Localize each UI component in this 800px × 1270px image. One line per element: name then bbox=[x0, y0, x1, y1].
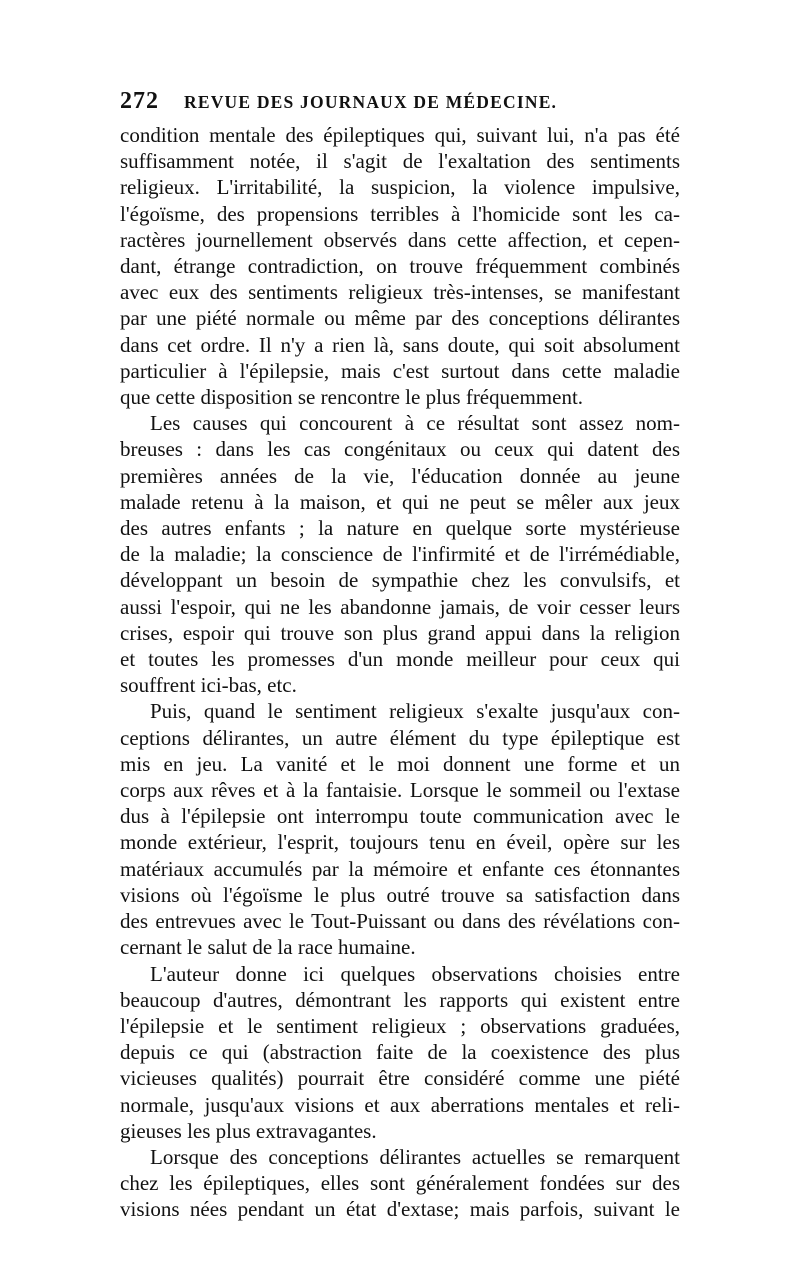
text-line: mis en jeu. La vanité et le moi donnent une forme et un bbox=[120, 751, 680, 776]
text-line: breuses : dans les cas congénitaux ou ceux qui datent des bbox=[120, 437, 680, 462]
text-line: que cette disposition se rencontre le plus fréquemment. bbox=[120, 385, 584, 410]
text-line: chez les épileptiques, elles sont généralement fondées sur des bbox=[120, 1171, 680, 1196]
running-head: REVUE DES JOURNAUX DE MÉDECINE. bbox=[184, 92, 558, 112]
text-line: dus à l'épilepsie ont interrompu toute communication avec le bbox=[120, 804, 680, 829]
text-line: matériaux accumulés par la mémoire et enfante ces étonnantes bbox=[120, 856, 680, 881]
text-line: monde extérieur, l'esprit, toujours tenu en éveil, opère sur les bbox=[120, 830, 680, 855]
text-line: L'auteur donne ici quelques observations choisies entre bbox=[150, 961, 680, 986]
page-header bbox=[120, 88, 680, 118]
text-line: aussi l'espoir, qui ne les abandonne jamais, de voir cesser leurs bbox=[120, 594, 680, 619]
text-line: visions nées pendant un état d'extase; mais parfois, suivant le bbox=[120, 1197, 680, 1222]
text-line: Lorsque des conceptions délirantes actuelles se remarquent bbox=[150, 1144, 680, 1169]
text-line: suffisamment notée, il s'agit de l'exaltation des sentiments bbox=[120, 149, 680, 174]
text-line: ceptions délirantes, un autre élément du type épileptique est bbox=[120, 725, 680, 750]
text-line: développant un besoin de sympathie chez les convulsifs, et bbox=[120, 568, 680, 593]
body-text bbox=[120, 122, 680, 1223]
text-line: visions où l'égoïsme le plus outré trouve sa satisfaction dans bbox=[120, 882, 680, 907]
page-number: 272 bbox=[120, 88, 159, 114]
text-line: cernant le salut de la race humaine. bbox=[120, 935, 416, 960]
text-line: depuis ce qui (abstraction faite de la coexistence des plus bbox=[120, 1040, 680, 1065]
paragraph bbox=[120, 410, 680, 698]
text-line: vicieuses qualités) pourrait être considéré comme une piété bbox=[120, 1066, 680, 1091]
text-line: ractères journellement observés dans cette affection, et cepen- bbox=[120, 227, 680, 252]
text-line: dans cet ordre. Il n'y a rien là, sans doute, qui soit absolument bbox=[120, 332, 680, 357]
text-line: de la maladie; la conscience de l'infirmité et de l'irrémédiable, bbox=[120, 542, 680, 567]
text-line: Les causes qui concourent à ce résultat sont assez nom- bbox=[150, 411, 680, 436]
text-line: avec eux des sentiments religieux très-intenses, se manifestant bbox=[120, 280, 680, 305]
text-line: et toutes les promesses d'un monde meilleur pour ceux qui bbox=[120, 647, 680, 672]
text-line: l'épilepsie et le sentiment religieux ; observations graduées, bbox=[120, 1013, 680, 1038]
text-line: malade retenu à la maison, et qui ne peut se mêler aux jeux bbox=[120, 489, 680, 514]
paragraph bbox=[120, 698, 680, 960]
book-page bbox=[120, 88, 680, 1223]
text-line: normale, jusqu'aux visions et aux aberrations mentales et reli- bbox=[120, 1092, 680, 1117]
paragraph bbox=[120, 1144, 680, 1223]
text-line: des autres enfants ; la nature en quelque sorte mystérieuse bbox=[120, 516, 680, 541]
text-line: premières années de la vie, l'éducation donnée au jeune bbox=[120, 463, 680, 488]
text-line: gieuses les plus extravagantes. bbox=[120, 1118, 377, 1143]
text-line: crises, espoir qui trouve son plus grand appui dans la religion bbox=[120, 620, 680, 645]
paragraph bbox=[120, 961, 680, 1144]
text-line: des entrevues avec le Tout-Puissant ou dans des révélations con- bbox=[120, 909, 680, 934]
text-line: par une piété normale ou même par des conceptions délirantes bbox=[120, 306, 680, 331]
text-line: religieux. L'irritabilité, la suspicion, la violence impulsive, bbox=[120, 175, 680, 200]
text-line: condition mentale des épileptiques qui, suivant lui, n'a pas été bbox=[120, 123, 680, 147]
paragraph bbox=[120, 122, 680, 410]
text-line: Puis, quand le sentiment religieux s'exalte jusqu'aux con- bbox=[150, 699, 680, 724]
text-line: corps aux rêves et à la fantaisie. Lorsque le sommeil ou l'extase bbox=[120, 778, 680, 803]
text-line: l'égoïsme, des propensions terribles à l'homicide sont les ca- bbox=[120, 201, 680, 226]
text-line: souffrent ici-bas, etc. bbox=[120, 673, 297, 698]
text-line: dant, étrange contradiction, on trouve fréquemment combinés bbox=[120, 254, 680, 279]
text-line: beaucoup d'autres, démontrant les rapports qui existent entre bbox=[120, 987, 680, 1012]
text-line: particulier à l'épilepsie, mais c'est surtout dans cette maladie bbox=[120, 358, 680, 383]
